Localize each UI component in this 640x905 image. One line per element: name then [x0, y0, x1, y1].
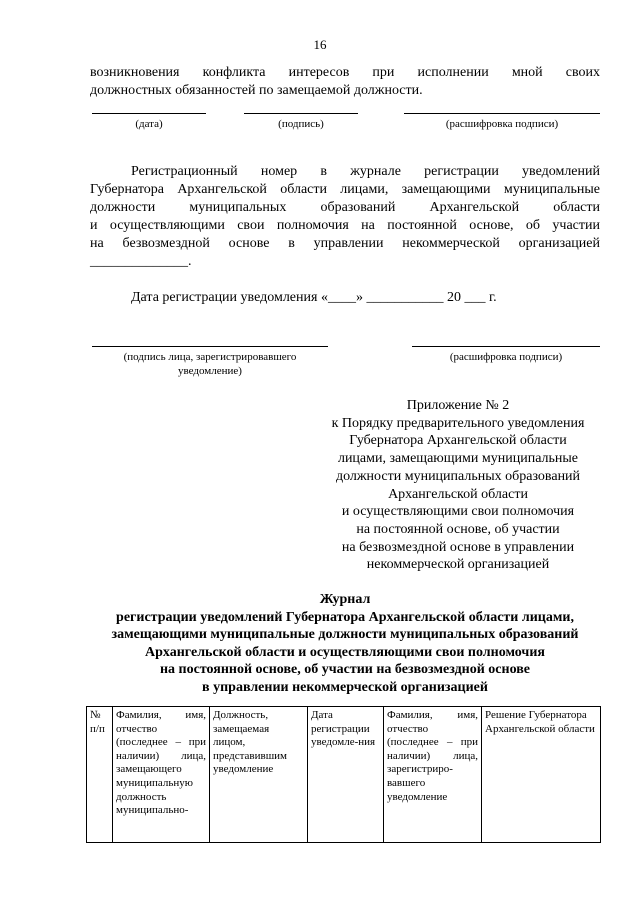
registrar-label-2: уведомление) — [178, 365, 242, 377]
date-label: (дата) — [135, 118, 163, 130]
appendix-title: Приложение № 2 — [406, 398, 510, 413]
appendix-block — [312, 397, 604, 574]
header-cell-governor-decision: Решение Губернатора Архангельской области — [482, 707, 601, 843]
table-header-row — [87, 707, 601, 843]
registration-line-5: на безвозмездной основе в управлении некоммерческой организацией — [90, 236, 600, 251]
signature-label: (подпись) — [278, 118, 324, 130]
header-cell-position: Должность, замещаемая лицом, представившим уведомление — [210, 707, 308, 843]
registration-table — [86, 706, 601, 843]
journal-line: замещающими муниципальные должности муниципальных образований — [111, 627, 579, 642]
intro-line-2: должностных обязанностей по замещаемой должности. — [90, 83, 423, 98]
appendix-line: Губернатора Архангельской области — [349, 433, 567, 449]
journal-title: Журнал — [319, 592, 371, 607]
appendix-line: к Порядку предварительного уведомления — [331, 415, 585, 431]
journal-line: Архангельской области и осуществляющими свои полномочия — [145, 644, 545, 660]
registration-date-line: Дата регистрации уведомления «____» ___________ 20 ___ г. — [131, 290, 497, 305]
journal-line: регистрации уведомлений Губернатора Архангельской области лицами, — [116, 609, 574, 625]
appendix-line: на безвозмездной основе в управлении — [341, 539, 575, 555]
registration-line-2: Губернатора Архангельской области лицами, замещающими муниципальные — [90, 182, 600, 197]
appendix-line: Архангельской области — [388, 486, 528, 502]
registrar-decryption-line — [412, 346, 600, 347]
journal-line: в управлении некоммерческой организацией — [202, 679, 488, 695]
date-signature-line — [92, 113, 206, 114]
page-number: 16 — [313, 37, 327, 52]
header-cell-registrar-name: Фамилия, имя, отчество (последнее – при наличии) лица, зарегистриро-вавшего уведомление — [384, 707, 482, 843]
intro-line-1: возникновения конфликта интересов при исполнении мной своих — [90, 65, 600, 80]
registrar-decryption-label: (расшифровка подписи) — [449, 351, 563, 363]
registration-line-1: Регистрационный номер в журнале регистрации уведомлений — [131, 164, 600, 179]
journal-line: на постоянной основе, об участии на безвозмездной основе — [159, 662, 531, 677]
signature-line — [244, 113, 358, 114]
header-cell-official-name: Фамилия, имя, отчество (последнее – при наличии) лица, замещающего муниципальную должность муниципально- — [113, 707, 210, 843]
header-cell-number: № п/п — [87, 707, 113, 843]
registration-line-4: и осуществляющими свои полномочия на постоянной основе, об участии — [90, 218, 600, 233]
decryption-line — [404, 113, 600, 114]
appendix-line: и осуществляющими свои полномочия — [341, 504, 575, 520]
appendix-line: должности муниципальных образований — [335, 468, 581, 484]
registration-line-6: ______________. — [90, 254, 192, 269]
appendix-line: некоммерческой организацией — [366, 557, 550, 573]
registrar-label-1: (подпись лица, зарегистрировавшего — [123, 351, 297, 363]
header-cell-registration-date: Дата регистрации уведомле-ния — [308, 707, 384, 843]
registrar-signature-line — [92, 346, 328, 347]
journal-heading — [90, 591, 600, 696]
appendix-line: на постоянной основе, об участии — [356, 521, 560, 537]
appendix-line: лицами, замещающими муниципальные — [337, 451, 579, 467]
decryption-label: (расшифровка подписи) — [445, 118, 559, 130]
registration-line-3: должности муниципальных образований Архангельской области — [90, 200, 600, 215]
